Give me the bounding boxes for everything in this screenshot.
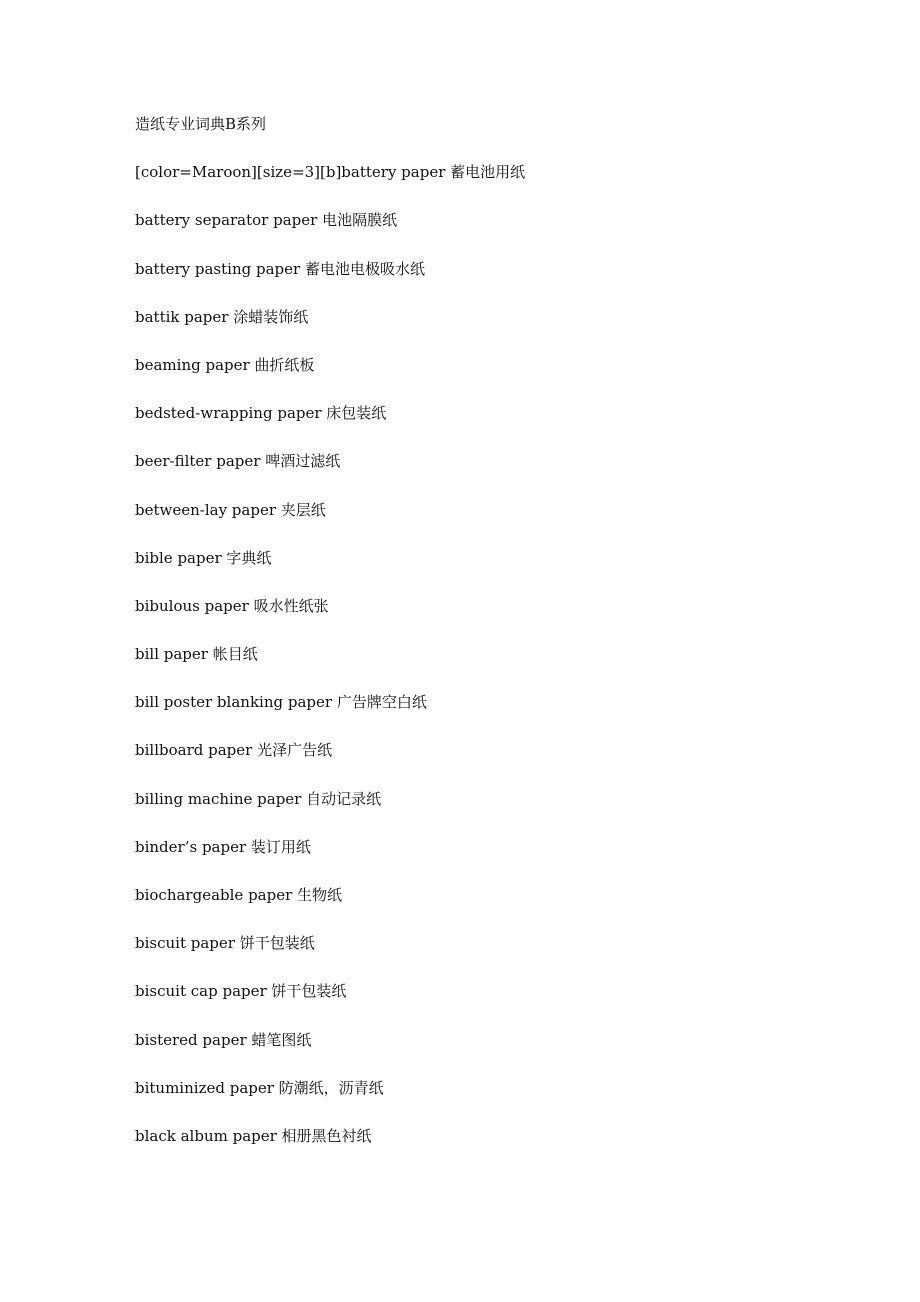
entry-line: biscuit paper 饼干包装纸 [135, 934, 315, 953]
entry-line: bill paper 帐目纸 [135, 645, 258, 664]
document-title: 造纸专业词典B系列 [135, 115, 267, 133]
entry-line: between-lay paper 夹层纸 [135, 500, 326, 519]
entry-line: battik paper 涂蜡装饰纸 [135, 307, 309, 326]
document-body [135, 112, 835, 1172]
entry-line: bistered paper 蜡笔图纸 [135, 1030, 312, 1049]
entry-line: billing machine paper 自动记录纸 [135, 789, 382, 808]
entry-line: biscuit cap paper 饼干包装纸 [135, 982, 347, 1001]
entry-line: binder’s paper 装订用纸 [135, 837, 311, 856]
entry-line: biochargeable paper 生物纸 [135, 886, 343, 904]
entry-line: bible paper 字典纸 [135, 548, 272, 567]
entry-line: bituminized paper 防潮纸，沥青纸 [135, 1078, 384, 1097]
entry-line: bibulous paper 吸水性纸张 [135, 596, 329, 615]
entry-line: billboard paper 光泽广告纸 [135, 741, 333, 760]
entry-line: beer-filter paper 啤酒过滤纸 [135, 452, 341, 471]
entry-line: beaming paper 曲折纸板 [135, 355, 315, 374]
entry-line: battery separator paper 电池隔膜纸 [135, 211, 398, 230]
entry-line: bedsted-wrapping paper 床包装纸 [135, 404, 387, 423]
entry-line: black album paper 相册黑色衬纸 [135, 1126, 372, 1145]
entry-line: [color=Maroon][size=3][b]battery paper 蓄电池用纸 [135, 163, 526, 182]
entry-line: battery pasting paper 蓄电池电极吸水纸 [135, 259, 425, 278]
entry-line: bill poster blanking paper 广告牌空白纸 [135, 693, 427, 712]
